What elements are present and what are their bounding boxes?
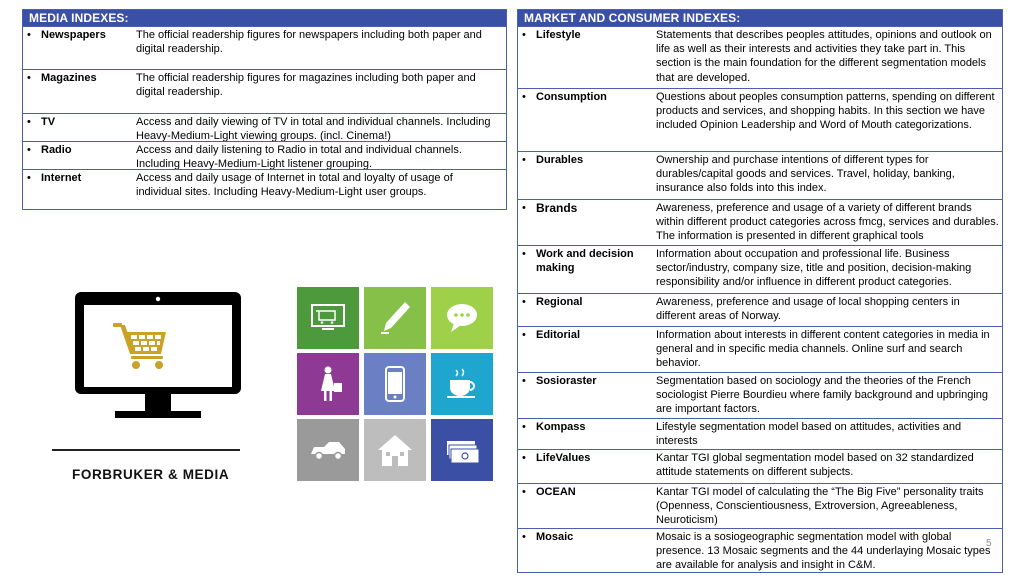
smartphone-icon <box>364 353 426 415</box>
row-term: Kompass <box>536 421 586 433</box>
table-row <box>518 528 1002 572</box>
row-description: Access and daily usage of Internet in total and loyalty of usage of individual sites. Including Heavy-Medium-Light user groups. <box>136 172 453 199</box>
table-row <box>518 26 1002 88</box>
bullet-icon: • <box>522 486 526 498</box>
row-description: Information about occupation and professional life. Business sector/industry, company size, title and position, decision-making responsibility and/or influence in different product categories. <box>656 248 972 289</box>
row-term: Consumption <box>536 91 607 103</box>
bullet-icon: • <box>522 531 526 543</box>
row-term: Durables <box>536 154 584 166</box>
page-number: 5 <box>986 538 992 549</box>
table-row <box>518 245 1002 293</box>
row-term: Radio <box>41 144 72 156</box>
tv-shopping-icon <box>297 287 359 349</box>
bullet-icon: • <box>27 144 31 156</box>
table-row <box>518 418 1002 449</box>
row-term: LifeValues <box>536 452 591 464</box>
row-description: Questions about peoples consumption patterns, spending on different products and services, and shopping habits. In this section we have included Opinion Leadership and Word of Mouth categorizations. <box>656 91 995 132</box>
bullet-icon: • <box>27 29 31 41</box>
row-description: Awareness, preference and usage of local shopping centers in different areas of Norway. <box>656 296 960 323</box>
table-row <box>518 199 1002 245</box>
row-description: Segmentation based on sociology and the theories of the French sociologist Pierre Bourdieu where family background and upbringing are important factors. <box>656 375 989 416</box>
media-indexes-table <box>22 9 507 210</box>
speech-bubbles-icon <box>431 287 493 349</box>
car-icon <box>297 419 359 481</box>
bullet-icon: • <box>522 154 526 166</box>
media-indexes-header: MEDIA INDEXES: <box>23 10 506 26</box>
table-row <box>518 326 1002 372</box>
row-term: Lifestyle <box>536 29 581 41</box>
table-row <box>518 449 1002 483</box>
bullet-icon: • <box>27 116 31 128</box>
row-term: Regional <box>536 296 583 308</box>
house-icon <box>364 419 426 481</box>
table-row <box>23 141 506 169</box>
table-row <box>518 88 1002 151</box>
row-description: The official readership figures for magazines including both paper and digital readership. <box>136 72 476 99</box>
row-term: TV <box>41 116 56 128</box>
bullet-icon: • <box>522 329 526 341</box>
row-term: Newspapers <box>41 29 106 41</box>
row-term: Brands <box>536 201 578 215</box>
table-row <box>23 69 506 113</box>
bullet-icon: • <box>27 72 31 84</box>
pencil-icon <box>364 287 426 349</box>
bullet-icon: • <box>522 296 526 308</box>
coffee-cup-icon <box>431 353 493 415</box>
bullet-icon: • <box>27 172 31 184</box>
row-term: Work and decision making <box>536 248 634 275</box>
table-row <box>518 293 1002 326</box>
bullet-icon: • <box>522 248 526 260</box>
row-description: Lifestyle segmentation model based on attitudes, activities and interests <box>656 421 962 448</box>
row-term: Internet <box>41 172 82 184</box>
bullet-icon: • <box>522 91 526 103</box>
table-row <box>23 26 506 69</box>
monitor-cart-icon <box>75 292 241 423</box>
row-term: Sosioraster <box>536 375 597 387</box>
bullet-icon: • <box>522 375 526 387</box>
row-description: Access and daily listening to Radio in total and individual channels. Including Heavy-Medium-Light listener grouping. <box>136 144 462 171</box>
market-consumer-indexes-table <box>517 9 1003 573</box>
bullet-icon: • <box>522 29 526 41</box>
table-row <box>518 151 1002 199</box>
row-description: Access and daily viewing of TV in total and individual channels. Including Heavy-Medium-Light viewing groups. (incl. Cinema!) <box>136 116 491 143</box>
bullet-icon: • <box>522 421 526 433</box>
row-description: The official readership figures for newspapers including both paper and digital readership. <box>136 29 482 56</box>
bullet-icon: • <box>522 202 526 214</box>
table-row <box>518 483 1002 528</box>
table-row <box>23 169 506 209</box>
row-term: Magazines <box>41 72 97 84</box>
table-row <box>518 372 1002 418</box>
row-description: Mosaic is a sosiogeographic segmentation model with global presence. 13 Mosaic segments and the 44 underlaying Mosaic types are available for analysis and insight in C&M. <box>656 531 991 572</box>
brand-name: FORBRUKER & MEDIA <box>72 467 230 482</box>
row-description: Statements that describes peoples attitudes, opinions and outlook on life as well as their interests and activities they take part in. This section is the main foundation for the different segmentation models that are developed. <box>656 29 992 84</box>
woman-shopping-icon <box>297 353 359 415</box>
market-indexes-header: MARKET AND CONSUMER INDEXES: <box>518 10 1002 26</box>
table-row <box>23 113 506 141</box>
bullet-icon: • <box>522 452 526 464</box>
row-description: Information about interests in different content categories in media in general and in specific media channels. Online surf and search behavior. <box>656 329 990 370</box>
divider <box>52 449 240 451</box>
row-term: Mosaic <box>536 531 574 543</box>
row-term: Editorial <box>536 329 581 341</box>
row-description: Ownership and purchase intentions of different types for durables/capital goods and services. Travel, holiday, banking, insurance also folds into this index. <box>656 154 955 195</box>
row-description: Kantar TGI model of calculating the “The Big Five” personality traits (Openness, Conscientiousness, Extroversion, Agreeableness, Neuroticism) <box>656 486 984 527</box>
row-description: Kantar TGI global segmentation model based on 32 standardized attitude statements on different subjects. <box>656 452 974 479</box>
row-term: OCEAN <box>536 486 576 498</box>
money-icon <box>431 419 493 481</box>
row-description: Awareness, preference and usage of a variety of different brands within different product categories across fmcg, services and durables. The information is presented in different graphical tools <box>656 202 999 243</box>
